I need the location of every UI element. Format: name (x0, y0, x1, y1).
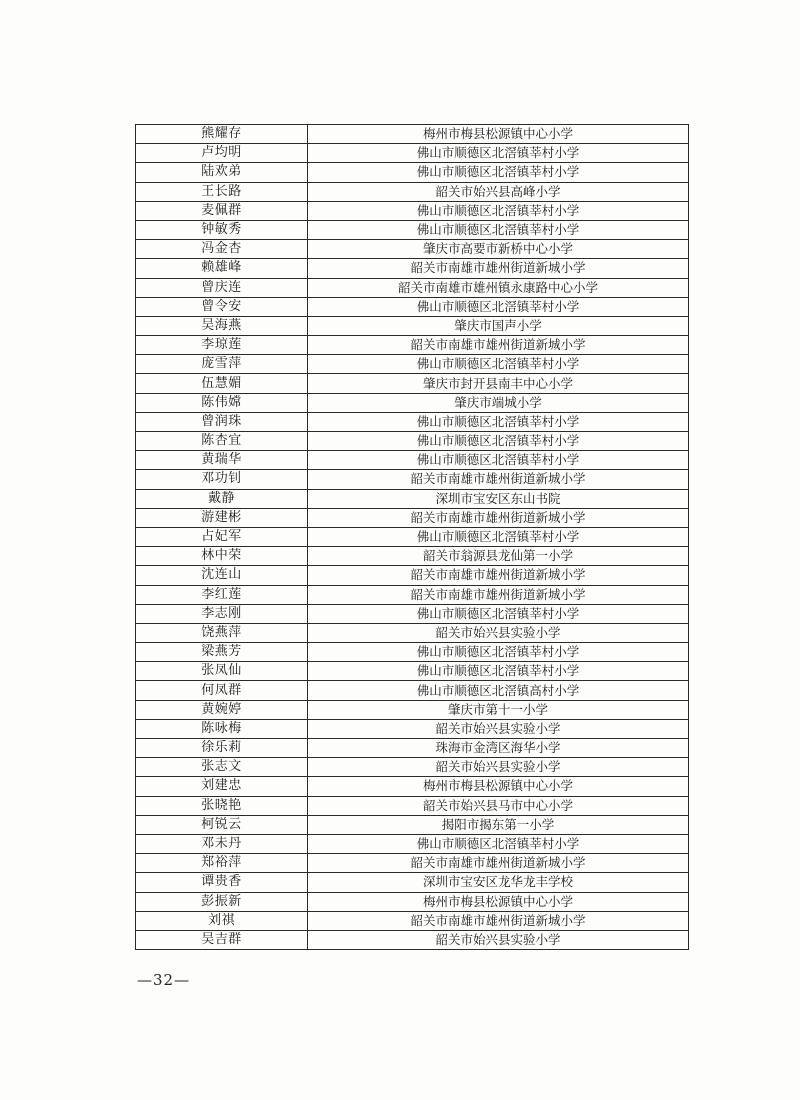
teacher-name-cell: 王长路 (136, 182, 308, 201)
table-row (136, 719, 689, 738)
table-row (136, 278, 689, 297)
teacher-name-cell: 陆欢弟 (136, 163, 308, 182)
school-name-cell: 佛山市顺德区北滘镇莘村小学 (308, 201, 689, 220)
teacher-name-cell: 刘祺 (136, 911, 308, 930)
school-name-cell: 肇庆市封开县南丰中心小学 (308, 374, 689, 393)
school-name-cell: 梅州市梅县松源镇中心小学 (308, 125, 689, 144)
school-name-cell: 韶关市始兴县实验小学 (308, 623, 689, 642)
table-row (136, 412, 689, 431)
school-name-cell: 韶关市南雄市雄州街道新城小学 (308, 911, 689, 930)
teacher-name-cell: 游建彬 (136, 508, 308, 527)
school-name-cell: 韶关市始兴县实验小学 (308, 758, 689, 777)
teacher-name-cell: 曾庆连 (136, 278, 308, 297)
table-row (136, 240, 689, 259)
school-name-cell: 韶关市南雄市雄州街道新城小学 (308, 470, 689, 489)
school-name-cell: 韶关市南雄市雄州街道新城小学 (308, 508, 689, 527)
table-row (136, 777, 689, 796)
table-row (136, 201, 689, 220)
teacher-name-cell: 李志刚 (136, 604, 308, 623)
school-name-cell: 肇庆市国声小学 (308, 316, 689, 335)
teacher-name-cell: 戴静 (136, 489, 308, 508)
school-name-cell: 韶关市南雄市雄州街道新城小学 (308, 259, 689, 278)
teacher-name-cell: 张晓艳 (136, 796, 308, 815)
school-name-cell: 佛山市顺德区北滘镇莘村小学 (308, 834, 689, 853)
table-row (136, 163, 689, 182)
school-name-cell: 佛山市顺德区北滘镇莘村小学 (308, 163, 689, 182)
teacher-name-cell: 沈连山 (136, 566, 308, 585)
school-name-cell: 珠海市金湾区海华小学 (308, 739, 689, 758)
teacher-name-cell: 曾润珠 (136, 412, 308, 431)
table-row (136, 796, 689, 815)
table-row (136, 739, 689, 758)
table-row (136, 662, 689, 681)
teacher-name-cell: 占妃军 (136, 527, 308, 546)
school-name-cell: 韶关市南雄市雄州街道新城小学 (308, 566, 689, 585)
school-name-cell: 佛山市顺德区北滘镇莘村小学 (308, 604, 689, 623)
teacher-name-cell: 赖雄峰 (136, 259, 308, 278)
table-row (136, 336, 689, 355)
school-name-cell: 佛山市顺德区北滘镇莘村小学 (308, 527, 689, 546)
teacher-name-cell: 梁燕芳 (136, 643, 308, 662)
teacher-name-cell: 张凤仙 (136, 662, 308, 681)
teacher-name-cell: 陈杏宜 (136, 432, 308, 451)
school-name-cell: 佛山市顺德区北滘镇莘村小学 (308, 432, 689, 451)
teacher-name-cell: 钟敏秀 (136, 220, 308, 239)
school-name-cell: 佛山市顺德区北滘镇高村小学 (308, 681, 689, 700)
teacher-name-cell: 黄婉婷 (136, 700, 308, 719)
teacher-name-cell: 谭贵香 (136, 873, 308, 892)
table-row (136, 681, 689, 700)
table-row (136, 182, 689, 201)
teacher-name-cell: 李琼莲 (136, 336, 308, 355)
table-row (136, 489, 689, 508)
teacher-name-cell: 黄瑞华 (136, 451, 308, 470)
table-row (136, 566, 689, 585)
teacher-name-cell: 徐乐莉 (136, 739, 308, 758)
table-row (136, 547, 689, 566)
school-name-cell: 肇庆市高要市新桥中心小学 (308, 240, 689, 259)
teacher-name-cell: 李红莲 (136, 585, 308, 604)
table-row (136, 432, 689, 451)
school-name-cell: 肇庆市端城小学 (308, 393, 689, 412)
table-row (136, 259, 689, 278)
school-name-cell: 佛山市顺德区北滘镇莘村小学 (308, 643, 689, 662)
table-row (136, 930, 689, 949)
table-row (136, 700, 689, 719)
table-row (136, 758, 689, 777)
roster-table-body (136, 125, 689, 950)
table-row (136, 508, 689, 527)
school-name-cell: 佛山市顺德区北滘镇莘村小学 (308, 144, 689, 163)
table-row (136, 643, 689, 662)
school-name-cell: 韶关市始兴县实验小学 (308, 930, 689, 949)
school-name-cell: 韶关市南雄市雄州街道新城小学 (308, 336, 689, 355)
school-name-cell: 肇庆市第十一小学 (308, 700, 689, 719)
school-name-cell: 韶关市南雄市雄州街道新城小学 (308, 854, 689, 873)
teacher-name-cell: 柯锐云 (136, 815, 308, 834)
teacher-name-cell: 郑裕萍 (136, 854, 308, 873)
teacher-name-cell: 曾令安 (136, 297, 308, 316)
school-name-cell: 韶关市始兴县高峰小学 (308, 182, 689, 201)
table-row (136, 451, 689, 470)
table-row (136, 393, 689, 412)
teacher-name-cell: 庞雪萍 (136, 355, 308, 374)
table-row (136, 623, 689, 642)
teacher-name-cell: 张志文 (136, 758, 308, 777)
table-row (136, 470, 689, 489)
table-row (136, 873, 689, 892)
table-row (136, 220, 689, 239)
teacher-name-cell: 彭振新 (136, 892, 308, 911)
page-number: —32— (137, 971, 191, 989)
teacher-name-cell: 麦佩群 (136, 201, 308, 220)
table-row (136, 911, 689, 930)
table-row (136, 892, 689, 911)
school-name-cell: 佛山市顺德区北滘镇莘村小学 (308, 297, 689, 316)
teacher-name-cell: 冯金杏 (136, 240, 308, 259)
teacher-name-cell: 林中荣 (136, 547, 308, 566)
table-row (136, 854, 689, 873)
table-row (136, 316, 689, 335)
table-row (136, 834, 689, 853)
teacher-name-cell: 熊耀存 (136, 125, 308, 144)
school-name-cell: 梅州市梅县松源镇中心小学 (308, 777, 689, 796)
school-name-cell: 佛山市顺德区北滘镇莘村小学 (308, 220, 689, 239)
school-name-cell: 韶关市翁源县龙仙第一小学 (308, 547, 689, 566)
school-name-cell: 梅州市梅县松源镇中心小学 (308, 892, 689, 911)
roster-table (135, 124, 689, 950)
school-name-cell: 韶关市始兴县马市中心小学 (308, 796, 689, 815)
table-row (136, 297, 689, 316)
school-name-cell: 韶关市南雄市雄州镇永康路中心小学 (308, 278, 689, 297)
table-row (136, 144, 689, 163)
teacher-name-cell: 刘建忠 (136, 777, 308, 796)
teacher-name-cell: 邓未丹 (136, 834, 308, 853)
teacher-name-cell: 吴吉群 (136, 930, 308, 949)
teacher-name-cell: 陈伟嫦 (136, 393, 308, 412)
school-name-cell: 深圳市宝安区东山书院 (308, 489, 689, 508)
school-name-cell: 佛山市顺德区北滘镇莘村小学 (308, 412, 689, 431)
school-name-cell: 佛山市顺德区北滘镇莘村小学 (308, 355, 689, 374)
teacher-name-cell: 邓功钊 (136, 470, 308, 489)
table-row (136, 125, 689, 144)
school-name-cell: 佛山市顺德区北滘镇莘村小学 (308, 451, 689, 470)
teacher-name-cell: 饶燕萍 (136, 623, 308, 642)
table-row (136, 585, 689, 604)
table-row (136, 604, 689, 623)
teacher-name-cell: 吴海燕 (136, 316, 308, 335)
teacher-name-cell: 陈咏梅 (136, 719, 308, 738)
school-name-cell: 韶关市始兴县实验小学 (308, 719, 689, 738)
school-name-cell: 深圳市宝安区龙华龙丰学校 (308, 873, 689, 892)
table-row (136, 527, 689, 546)
school-name-cell: 佛山市顺德区北滘镇莘村小学 (308, 662, 689, 681)
school-name-cell: 韶关市南雄市雄州街道新城小学 (308, 585, 689, 604)
teacher-name-cell: 卢均明 (136, 144, 308, 163)
table-row (136, 815, 689, 834)
school-name-cell: 揭阳市揭东第一小学 (308, 815, 689, 834)
table-row (136, 374, 689, 393)
table-row (136, 355, 689, 374)
teacher-name-cell: 何凤群 (136, 681, 308, 700)
teacher-name-cell: 伍慧媚 (136, 374, 308, 393)
